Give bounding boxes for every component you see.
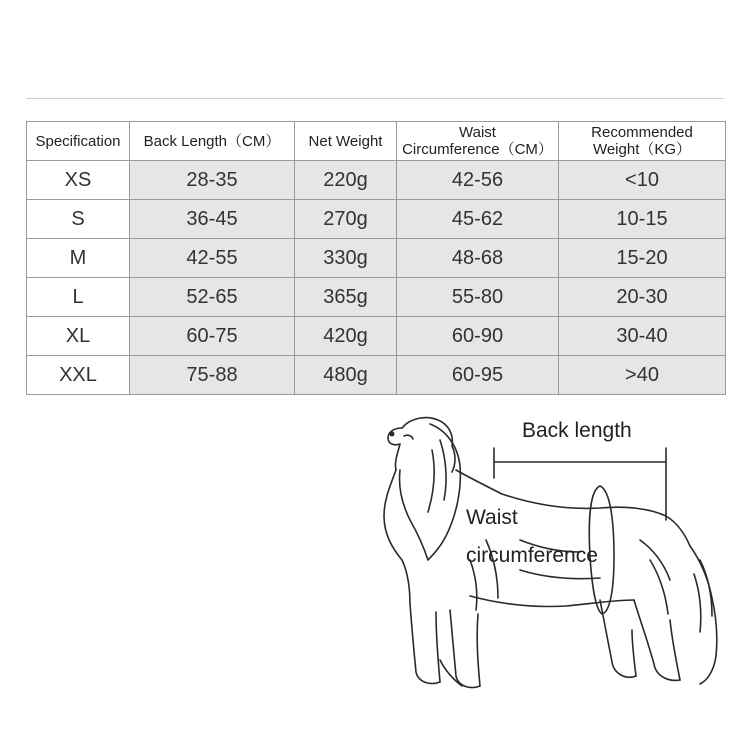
size-chart-table <box>26 121 726 395</box>
waist-cell: 42-56 <box>397 161 559 200</box>
back-length-cell: 42-55 <box>130 239 295 278</box>
size-cell: XL <box>27 317 130 356</box>
top-divider <box>26 98 724 99</box>
net-weight-cell: 365g <box>295 278 397 317</box>
back-length-cell: 75-88 <box>130 356 295 395</box>
back-length-cell: 28-35 <box>130 161 295 200</box>
header-recommended-weight: Recommended Weight（KG） <box>559 122 726 161</box>
circumference-label: circumference <box>466 544 598 567</box>
table-row <box>27 239 726 278</box>
header-back-length: Back Length（CM） <box>130 122 295 161</box>
waist-cell: 60-90 <box>397 317 559 356</box>
recommended-weight-cell: 15-20 <box>559 239 726 278</box>
net-weight-cell: 220g <box>295 161 397 200</box>
waist-label: Waist <box>466 506 518 529</box>
back-length-label: Back length <box>522 419 632 442</box>
size-cell: XXL <box>27 356 130 395</box>
back-length-cell: 52-65 <box>130 278 295 317</box>
table-row <box>27 356 726 395</box>
table-row <box>27 278 726 317</box>
net-weight-cell: 270g <box>295 200 397 239</box>
header-row <box>27 122 726 161</box>
waist-cell: 60-95 <box>397 356 559 395</box>
recommended-weight-cell: 20-30 <box>559 278 726 317</box>
size-cell: S <box>27 200 130 239</box>
recommended-weight-cell: <10 <box>559 161 726 200</box>
header-waist-circumference: Waist Circumference（CM） <box>397 122 559 161</box>
waist-cell: 45-62 <box>397 200 559 239</box>
size-cell: L <box>27 278 130 317</box>
table-row <box>27 317 726 356</box>
net-weight-cell: 480g <box>295 356 397 395</box>
size-cell: M <box>27 239 130 278</box>
waist-cell: 48-68 <box>397 239 559 278</box>
recommended-weight-cell: >40 <box>559 356 726 395</box>
recommended-weight-cell: 10-15 <box>559 200 726 239</box>
table-row <box>27 200 726 239</box>
net-weight-cell: 330g <box>295 239 397 278</box>
table-row <box>27 161 726 200</box>
header-specification: Specification <box>27 122 130 161</box>
back-length-cell: 36-45 <box>130 200 295 239</box>
waist-cell: 55-80 <box>397 278 559 317</box>
back-length-cell: 60-75 <box>130 317 295 356</box>
net-weight-cell: 420g <box>295 317 397 356</box>
size-cell: XS <box>27 161 130 200</box>
header-net-weight: Net Weight <box>295 122 397 161</box>
recommended-weight-cell: 30-40 <box>559 317 726 356</box>
